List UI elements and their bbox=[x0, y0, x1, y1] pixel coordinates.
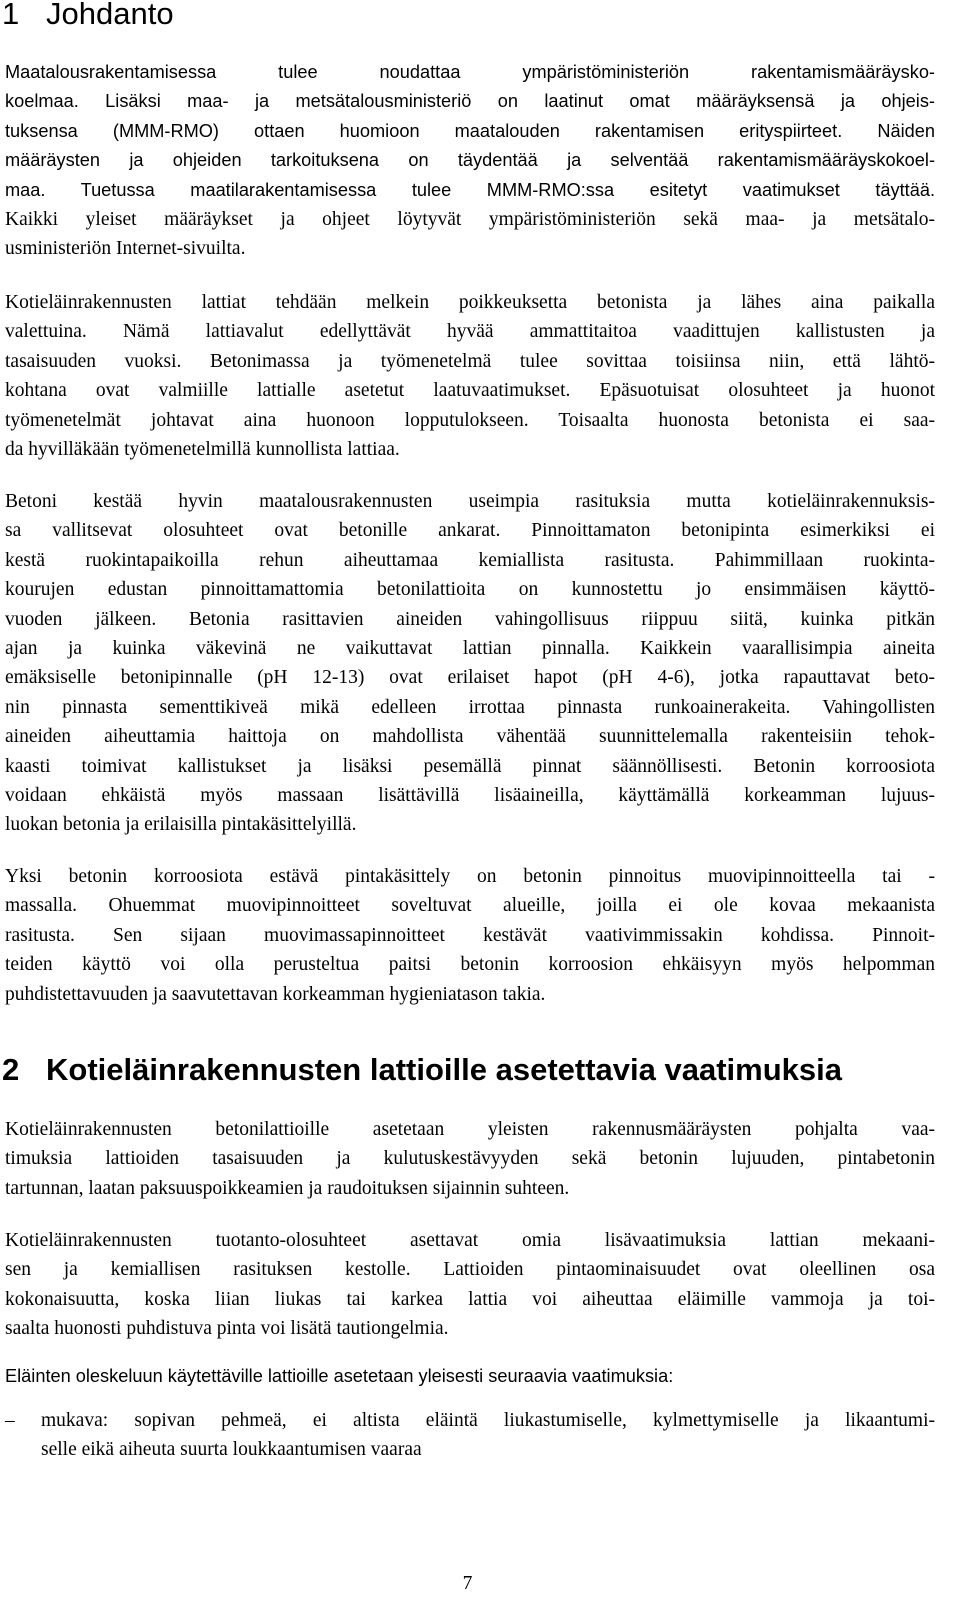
text-line: teiden käyttö voi olla perusteltua paitsi betonin korroosion ehkäisyyn myös helpomman bbox=[5, 954, 935, 976]
text-line: massalla. Ohuemmat muovipinnoitteet soveltuvat alueille, joilla ei ole kovaa mekaanista bbox=[5, 895, 935, 917]
section-1-heading bbox=[2, 0, 174, 32]
section-1-number: 1 bbox=[2, 0, 20, 31]
text-line: Kotieläinrakennusten betonilattioille asetetaan yleisten rakennusmääräysten pohjalta vaa- bbox=[5, 1119, 935, 1140]
text-line: määräysten ja ohjeiden tarkoituksena on täydentää ja selventää rakentamismääräyskokoel- bbox=[5, 150, 935, 171]
page-number: 7 bbox=[462, 1573, 473, 1594]
section-2-number: 2 bbox=[2, 1052, 20, 1087]
list-item bbox=[5, 1406, 935, 1465]
text-line: selle eikä aiheuta suurta loukkaantumisen vaaraa bbox=[41, 1439, 422, 1461]
text-line: vuoden jälkeen. Betonia rasittavien aineiden vahingollisuus riippuu siitä, kuinka pitkän bbox=[5, 608, 935, 630]
text-line: timuksia lattioiden tasaisuuden ja kulutuskestävyyden sekä betonin lujuuden, pintabetonin bbox=[5, 1148, 935, 1170]
text-line: valettuina. Nämä lattiavalut edellyttävät hyvää ammattitaitoa vaadittujen kallistusten ja bbox=[5, 321, 935, 343]
section-2-title: Kotieläinrakennusten lattioille asetettavia vaatimuksia bbox=[46, 1052, 842, 1087]
text-line: Eläinten oleskeluun käytettäville lattioille asetetaan yleisesti seuraavia vaatimuksia: bbox=[5, 1366, 674, 1386]
text-line: sa vallitsevat olosuhteet ovat betonille ankarat. Pinnoittamaton betonipinta esimerkiksi ei bbox=[5, 520, 935, 542]
text-line: luokan betonia ja erilaisilla pintakäsittelyillä. bbox=[5, 814, 357, 836]
text-line: ajan ja kuinka väkevinä ne vaikuttavat lattian pinnalla. Kaikkein vaarallisimpia aineita bbox=[5, 637, 935, 659]
text-line: Kaikki yleiset määräykset ja ohjeet löytyvät ympäristöministeriön sekä maa- ja metsätalo- bbox=[5, 208, 935, 230]
text-line: kourujen edustan pinnoittamattomia betonilattioita on kunnostettu jo ensimmäisen käyttö- bbox=[5, 579, 935, 601]
paragraph bbox=[5, 1362, 935, 1391]
text-line: kohtana ovat valmiille lattialle asetetut laatuvaatimukset. Epäsuotuisat olosuhteet ja huonot bbox=[5, 380, 935, 402]
text-line: koelmaa. Lisäksi maa- ja metsätalousministeriö on laatinut omat määräyksensä ja ohjeis- bbox=[5, 91, 935, 112]
section-1-title: Johdanto bbox=[46, 0, 174, 31]
text-line: työmenetelmät johtavat aina huonoon lopputulokseen. Toisaalta huonosta betonista ei saa- bbox=[5, 409, 935, 431]
text-line: Betoni kestää hyvin maatalousrakennusten useimpia rasituksia mutta kotieläinrakennuksis- bbox=[5, 491, 935, 512]
text-line: emäksiselle betonipinnalle (pH 12-13) ovat erilaiset hapot (pH 4-6), jotka rapauttavat beto- bbox=[5, 667, 935, 689]
text-line: sen ja kemiallisen rasituksen kestolle. Lattioiden pintaominaisuudet ovat oleellinen osa bbox=[5, 1259, 935, 1281]
text-line: aineiden aiheuttamia haittoja on mahdollista vähentää suunnittelemalla rakenteisiin tehok- bbox=[5, 726, 935, 748]
section-2-heading bbox=[2, 1052, 842, 1088]
text-line: nin pinnasta sementtikiveä mikä edelleen irrottaa pinnasta runkoainerakeita. Vahingollisten bbox=[5, 696, 935, 718]
text-line: Maatalousrakentamisessa tulee noudattaa ympäristöministeriön rakentamismääräysko- bbox=[5, 62, 935, 82]
text-line: Yksi betonin korroosiota estävä pintakäsittely on betonin pinnoitus muovipinnoitteella tai - bbox=[5, 866, 935, 887]
text-line: tuksensa (MMM-RMO) ottaen huomioon maatalouden rakentamisen erityspiirteet. Näiden bbox=[5, 120, 935, 141]
text-line: mukava: sopivan pehmeä, ei altista eläintä liukastumiselle, kylmettymiselle ja likaantumi- bbox=[41, 1410, 935, 1431]
text-line: maa. Tuetussa maatilarakentamisessa tulee MMM-RMO:ssa esitetyt vaatimukset täyttää. bbox=[5, 179, 935, 200]
paragraph bbox=[5, 1115, 935, 1203]
text-line: kestä ruokintapaikoilla rehun aiheuttamaa kemiallista rasitusta. Pahimmillaan ruokinta- bbox=[5, 549, 935, 571]
text-line: rasitusta. Sen sijaan muovimassapinnoitteet kestävät vaativimmissakin kohdissa. Pinnoit- bbox=[5, 924, 935, 946]
text-line: puhdistettavuuden ja saavutettavan korkeamman hygieniatason takia. bbox=[5, 983, 546, 1005]
text-line: voidaan ehkäistä myös massaan lisättävillä lisäaineilla, käyttämällä korkeamman lujuus- bbox=[5, 784, 935, 806]
text-line: tasaisuuden vuoksi. Betonimassa ja työmenetelmä tulee sovittaa toisiinsa niin, että lähtö- bbox=[5, 350, 935, 372]
text-line: saalta huonosti puhdistuva pinta voi lisätä tautiongelmia. bbox=[5, 1318, 449, 1340]
text-line: kaasti toimivat kallistukset ja lisäksi pesemällä pinnat säännöllisesti. Betonin korroosiota bbox=[5, 755, 935, 777]
dash-bullet: – bbox=[5, 1410, 15, 1431]
text-line: usministeriön Internet-sivuilta. bbox=[5, 238, 246, 260]
paragraph bbox=[5, 58, 935, 264]
text-line: kokonaisuutta, koska liian liukas tai karkea lattia voi aiheuttaa eläimille vammoja ja toi- bbox=[5, 1288, 935, 1310]
paragraph bbox=[5, 487, 935, 840]
paragraph bbox=[5, 862, 935, 1009]
text-line: tartunnan, laatan paksuuspoikkeamien ja raudoituksen sijainnin suhteen. bbox=[5, 1177, 570, 1199]
paragraph bbox=[5, 288, 935, 464]
text-line: da hyvilläkään työmenetelmillä kunnollista lattiaa. bbox=[5, 438, 400, 460]
paragraph bbox=[5, 1226, 935, 1344]
text-line: Kotieläinrakennusten tuotanto-olosuhteet asettavat omia lisävaatimuksia lattian mekaani- bbox=[5, 1230, 935, 1251]
text-line: Kotieläinrakennusten lattiat tehdään melkein poikkeuksetta betonista ja lähes aina paikalla bbox=[5, 292, 935, 313]
